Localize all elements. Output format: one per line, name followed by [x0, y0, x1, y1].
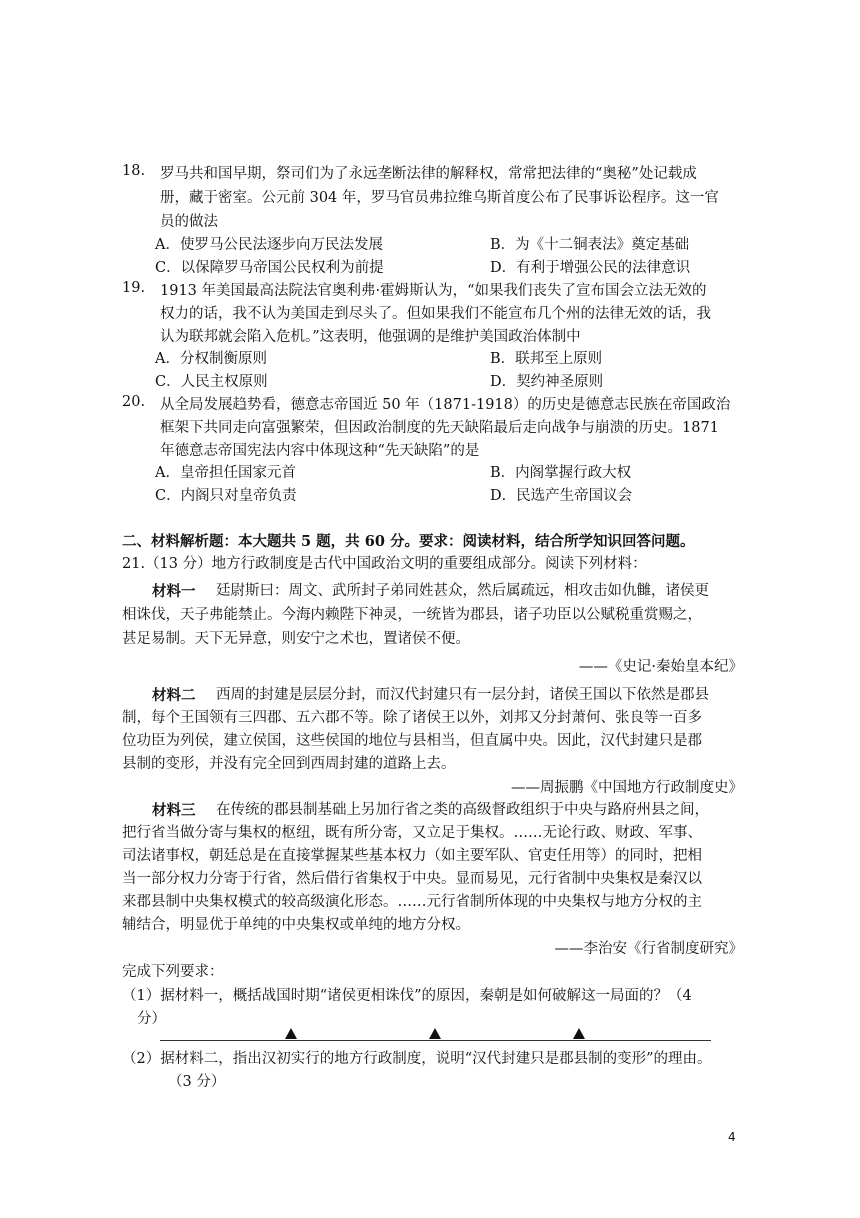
material-3-line-2: 把行省当做分寄与集权的枢纽，既有所分寄，又立足于集权。……无论行政、财政、军事、	[122, 825, 702, 841]
material-2-source: ——周振鹏《中国地方行政制度史》	[511, 780, 743, 796]
q19-line-2: 权力的话，我不认为美国走到尽头了。但如果我们不能宣布几个州的法律无效的话，我	[160, 306, 711, 322]
material-3-line-5: 来郡县制中央集权模式的较高级演化形态。……元行省制所体现的中央集权与地方分权的主	[122, 894, 702, 910]
q18-option-d: D．有利于增强公民的法律意识	[490, 260, 691, 276]
triangle-marker-icon	[573, 1028, 585, 1039]
q19-option-d: D．契约神圣原则	[490, 374, 604, 390]
material-3-line-3: 司法诸事权，朝廷总是在直接掌握某些基本权力（如主要军队、官吏任用等）的同时，把相	[122, 848, 702, 864]
material-3-label: 材料三	[152, 802, 196, 819]
material-3-line-6: 辅结合，明显优于单纯的中央集权或单纯的地方分权。	[122, 917, 470, 933]
q19-line-1: 1913 年美国最高法院法官奥利弗·霍姆斯认为，“如果我们丧失了宣布国会立法无效的	[160, 283, 707, 299]
q20-line-3: 年德意志帝国宪法内容中体现这种“先天缺陷”的是	[160, 443, 480, 459]
q18-option-b: B．为《十二铜表法》奠定基础	[490, 237, 690, 253]
material-1-label: 材料一	[152, 583, 196, 600]
q19-option-a: A．分权制衡原则	[155, 351, 267, 367]
section-2-heading: 二、材料解析题：本大题共 5 题，共 60 分。要求：阅读材料，结合所学知识回答问题。	[122, 533, 695, 550]
q19-number: 19.	[122, 280, 146, 296]
material-1-source: ——《史记·秦始皇本纪》	[578, 659, 743, 675]
q20-number: 20.	[122, 394, 146, 410]
q20-line-2: 框架下共同走向富强繁荣，但因政治制度的先天缺陷最后走向战争与崩溃的历史。1871	[160, 420, 719, 436]
material-2-line-2: 制，每个王国领有三四郡、五六郡不等。除了诸侯王以外，刘邦又分封萧何、张良等一百多	[122, 710, 702, 726]
material-1-line-2: 相诛伐，天子弗能禁止。今海内赖陛下神灵，一统皆为郡县，诸子功臣以公赋税重赏赐之，	[122, 607, 702, 623]
sub-question-2-line-1: （2）据材料二，指出汉初实行的地方行政制度，说明“汉代封建只是郡县制的变形”的理由。	[122, 1051, 712, 1067]
q18-option-c: C．以保障罗马帝国公民权利为前提	[155, 260, 384, 276]
material-3-line-1: 在传统的郡县制基础上另加行省之类的高级督政组织于中央与路府州县之间，	[216, 802, 709, 818]
sub-question-2-line-2: （3 分）	[168, 1074, 226, 1090]
task-heading: 完成下列要求：	[122, 964, 224, 980]
q18-line-1: 罗马共和国早期，祭司们为了永远垄断法律的解释权，常常把法律的“奥秘”处记载成	[160, 166, 697, 182]
q18-line-2: 册，藏于密室。公元前 304 年，罗马官员弗拉维乌斯首度公布了民事诉讼程序。这一官	[160, 190, 719, 206]
triangle-marker-icon	[429, 1028, 441, 1039]
page-number: 4	[728, 1130, 736, 1144]
material-2-line-4: 县制的变形，并没有完全回到西周封建的道路上去。	[122, 756, 456, 772]
sub-question-1-line-2: 分）	[137, 1011, 166, 1027]
material-3-line-4: 当一部分权力分寄于行省，然后借行省集权于中央。显而易见，元行省制中央集权是秦汉以	[122, 871, 702, 887]
material-2-label: 材料二	[152, 687, 196, 704]
material-3-source: ——李治安《行省制度研究》	[554, 941, 743, 957]
sub-question-1-line-1: （1）据材料一，概括战国时期“诸侯更相诛伐”的原因，秦朝是如何破解这一局面的？（4	[122, 988, 692, 1004]
material-1-line-1: 廷尉斯曰：周文、武所封子弟同姓甚众，然后属疏远，相攻击如仇雠，诸侯更	[216, 583, 709, 599]
q18-option-a: A．使罗马公民法逐步向万民法发展	[155, 237, 383, 253]
q18-number: 18.	[122, 163, 146, 179]
material-2-line-1: 西周的封建是层层分封，而汉代封建只有一层分封，诸侯王国以下依然是郡县	[216, 687, 709, 703]
q19-line-3: 认为联邦就会陷入危机。”这表明，他强调的是维护美国政治体制中	[160, 329, 581, 345]
q20-option-b: B．内阁掌握行政大权	[490, 465, 632, 481]
material-2-line-3: 位功臣为列侯，建立侯国，这些侯国的地位与县相当，但直属中央。因此，汉代封建只是郡	[122, 733, 702, 749]
q18-line-3: 员的做法	[160, 214, 218, 230]
q20-line-1: 从全局发展趋势看，德意志帝国近 50 年（1871-1918）的历史是德意志民族在帝国政治	[160, 397, 731, 413]
q20-option-d: D．民选产生帝国议会	[490, 488, 633, 504]
q20-option-c: C．内阁只对皇帝负责	[155, 488, 297, 504]
q20-option-a: A．皇帝担任国家元首	[155, 465, 296, 481]
q19-option-b: B．联邦至上原则	[490, 351, 603, 367]
q21-intro: 21.（13 分）地方行政制度是古代中国政治文明的重要组成部分。阅读下列材料：	[122, 556, 647, 572]
answer-line	[160, 1040, 711, 1041]
q19-option-c: C．人民主权原则	[155, 374, 268, 390]
material-1-line-3: 甚足易制。天下无异意，则安宁之术也，置诸侯不便。	[122, 631, 470, 647]
triangle-marker-icon	[285, 1028, 297, 1039]
